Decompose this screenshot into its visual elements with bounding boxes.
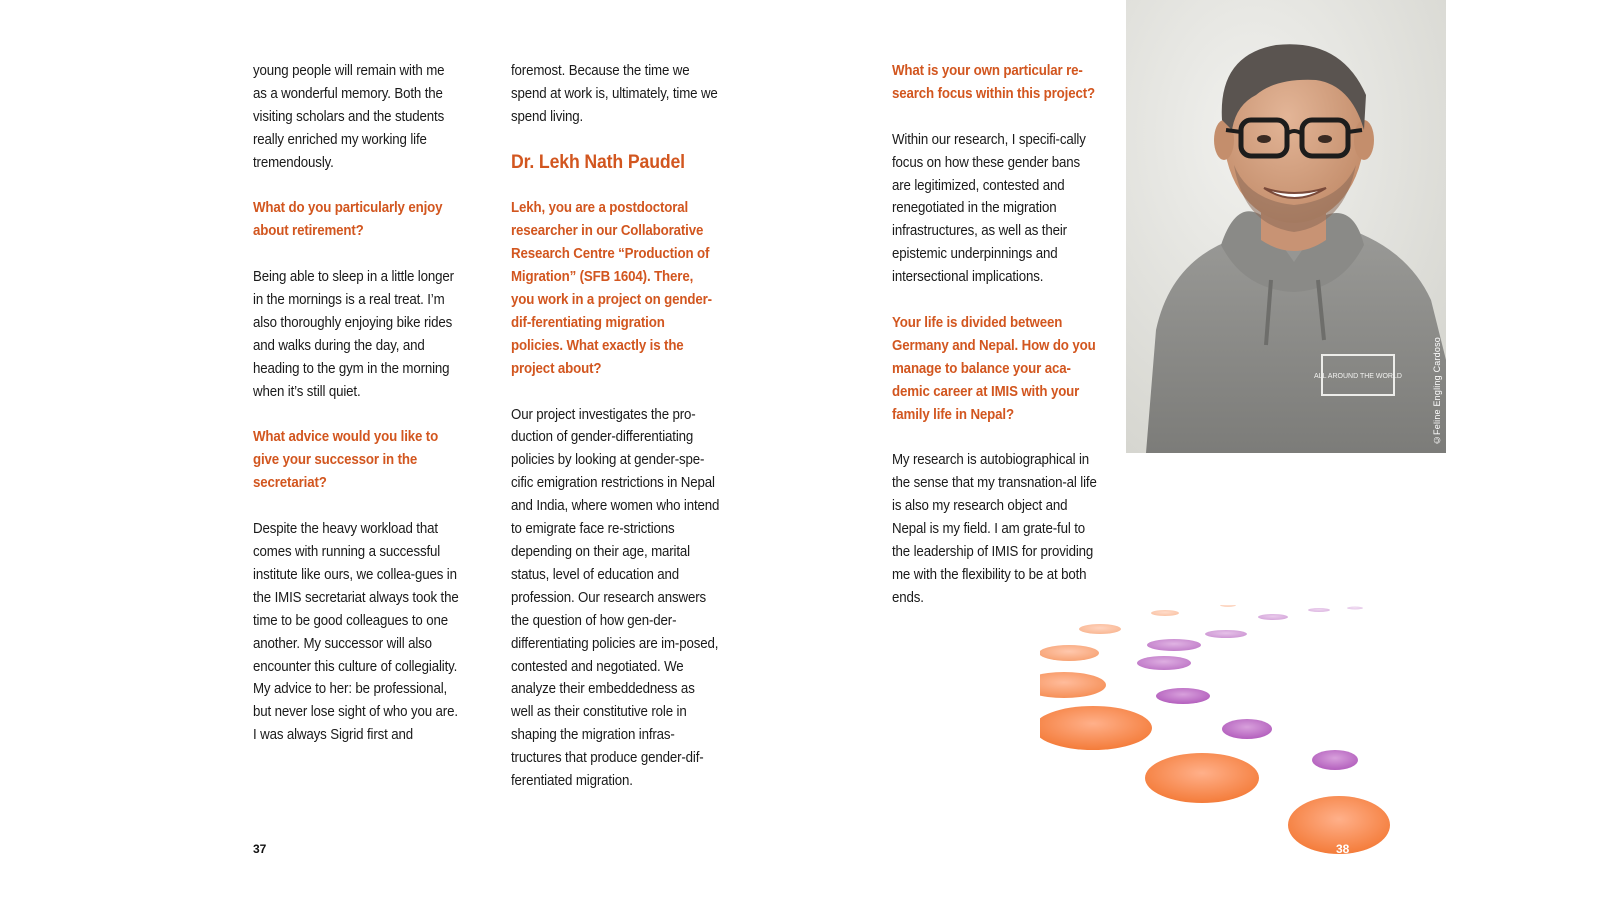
dot (1347, 607, 1363, 610)
body-paragraph: young people will remain with me as a wonderful memory. Both the visiting scholars and the students really enriched my working life tremendously. (253, 63, 445, 171)
interview-answer: Despite the heavy workload that comes with running a successful institute like ours, we collea-gues in the IMIS secretariat always took the time to be good colleagues to one another. My successor will also encounter this culture of collegiality. My advice to her: be professional, but never lose sight of who you are. I was always Sigrid first and (253, 521, 459, 744)
interviewee-heading: Dr. Lekh Nath Paudel (511, 151, 685, 173)
photo-credit: ©Feline Engling Cardoso (1432, 336, 1442, 445)
interview-question: Your life is divided between Germany and Nepal. How do you manage to balance your aca-demic career at IMIS with your family life in Nepal? (892, 314, 1096, 423)
portrait-illustration (1126, 0, 1446, 453)
dot (1079, 624, 1121, 634)
dot (1040, 672, 1106, 698)
page-number-right: 38 (1336, 842, 1350, 856)
dot (1220, 605, 1236, 607)
body-paragraph: foremost. Because the time we spend at work is, ultimately, time we spend living. (511, 63, 718, 125)
dot (1151, 610, 1179, 616)
dot (1205, 630, 1247, 638)
orange-dots (1040, 605, 1390, 854)
interview-question: What advice would you like to give your successor in the secretariat? (253, 429, 439, 492)
decorative-dot-pattern (1040, 605, 1420, 900)
dot (1308, 608, 1330, 612)
dot (1147, 639, 1201, 651)
dot (1040, 706, 1152, 750)
dot (1312, 750, 1358, 770)
dot (1145, 753, 1259, 803)
hoodie-print-text: ALL AROUND THE WORLD (1314, 373, 1402, 380)
interview-answer: Within our research, I specifi-cally focus on how these gender bans are legitimized, contested and renegotiated in the migration infrastructures, as well as their epistemic underpinnings and intersectional implications. (892, 131, 1086, 286)
interview-question: What is your own particular re-search focus within this project? (892, 63, 1096, 102)
right-column (892, 60, 1100, 633)
dot (1258, 614, 1288, 620)
dot (1137, 656, 1191, 670)
purple-dots (1137, 607, 1363, 771)
interview-answer: My research is autobiographical in the sense that my transnation-al life is also my research object and Nepal is my field. I am grate-ful to the leadership of IMIS for providing me with the flexibility to be at both ends. (892, 452, 1097, 606)
left-column-1 (253, 60, 461, 770)
dot (1222, 719, 1272, 739)
interview-answer: Being able to sleep in a little longer in the mornings is a real treat. I’m also thoroughly enjoying bike rides and walks during the day, and heading to the gym in the morning when it’s still quiet. (253, 269, 454, 400)
dot (1040, 645, 1099, 661)
dot (1156, 688, 1210, 704)
left-column-2 (511, 60, 719, 816)
page-number-left: 37 (253, 842, 267, 856)
interview-question: Lekh, you are a postdoctoral researcher in our Collaborative Research Centre “Production of Migration” (SFB 1604). There, you work in a project on gender-dif-ferentiating migration policies. What exactly is the project about? (511, 200, 712, 377)
interview-question: What do you particularly enjoy about retirement? (253, 200, 443, 240)
interview-answer: Our project investigates the pro-duction of gender-differentiating policies by looking at gender-spe-cific emigration restrictions in Nepal and India, where women who intend to emigrate face re-strictions depending on their age, marital status, level of education and profession. Our research answers the question of how gen-der-differentiating policies are im-posed, contested and negotiated. We analyze their embeddedness as well as their constitutive role in shaping the migration infras-tructures that produce gender-dif-ferentiated migration. (511, 406, 720, 790)
portrait-photo (1126, 0, 1446, 453)
